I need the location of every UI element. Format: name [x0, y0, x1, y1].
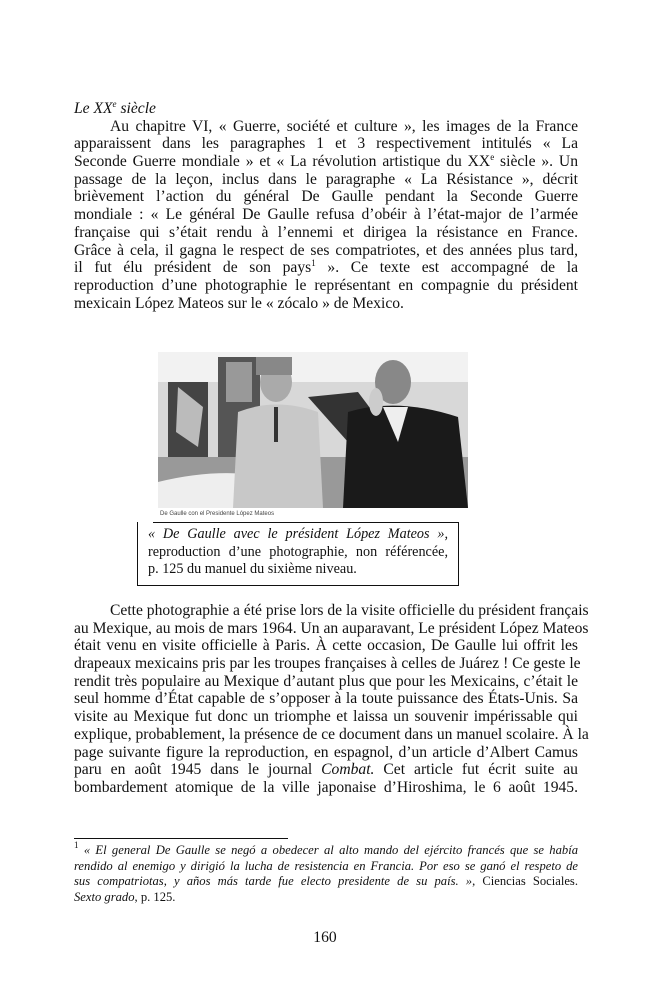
- text-line: page suivante figure la reproduction, en espagnol, d’un article d’Albert Camus: [74, 743, 578, 761]
- text-line: rendit très populaire au Mexique d’autant plus que pour les Mexicains, c’était le: [74, 672, 578, 690]
- text-line: rendido al enemigo y dirigió la lucha de resistencia en Francia. Por eso se ganó el respeto de: [74, 858, 578, 873]
- text-line: sus compatriotas, y años más tarde fue electo presidente de su país. », Ciencias Sociales.: [74, 874, 578, 888]
- text-line: drapeaux mexicains pris par les troupes françaises à celles de Juárez ! Ce geste le: [74, 655, 581, 673]
- text-line: française qui s’était rendu à l’ennemi et dirigea la résistance en France.: [74, 223, 578, 241]
- text-line: apparaissent dans les paragraphes 1 et 3 respectivement intitulés « La: [74, 135, 578, 153]
- photo-original-caption: De Gaulle con el Presidente López Mateos: [160, 511, 275, 517]
- caption-line: p. 125 du manuel du sixième niveau.: [148, 561, 357, 577]
- text-line: visite au Mexique fut donc un triomphe et laissa un souvenir impérissable qui: [74, 708, 578, 726]
- text-line: reproduction d’une photographie le représentant en compagnie du président: [74, 276, 578, 294]
- text-line: au Mexique, au mois de mars 1964. Un an auparavant, Le président López Mateos: [74, 619, 589, 637]
- footnote-ref: 1: [311, 258, 316, 269]
- text-line: mexicain López Mateos sur le « zócalo » de Mexico.: [74, 294, 404, 312]
- text-line: $^1$ « El general De Gaulle se negó a obedecer al alto mando del ejército francés que se había: [74, 840, 578, 857]
- page-number: 160: [313, 929, 337, 946]
- text-line: bombardement atomique de la ville japonaise d’Hiroshima, le 6 août 1945.: [74, 778, 578, 796]
- text-line: Sexto grado, p. 125.: [74, 889, 176, 904]
- text-line: Au chapitre VI, « Guerre, société et culture », les images de la France: [110, 117, 578, 135]
- figure-caption: [137, 522, 459, 586]
- text-line: Cette photographie a été prise lors de la visite officielle du président français: [110, 602, 589, 619]
- text-line: il fut élu président de son pays$^1$ ». Ce texte est accompagné de la: [74, 258, 578, 277]
- section-1: [74, 100, 578, 312]
- text-line: était venu en visite officielle à Paris. À cette occasion, De Gaulle lui offrit les: [74, 637, 578, 655]
- paragraph-1: [74, 118, 578, 313]
- text-line: passage de la leçon, inclus dans le paragraphe « La Résistance », décrit: [74, 170, 578, 188]
- section-title: Le XXe siècle: [74, 99, 156, 117]
- text-line: brièvement l’action du général De Gaulle pendant la Seconde Guerre: [74, 188, 578, 206]
- paragraph-2: [74, 602, 589, 797]
- photo-de-gaulle-lopez-mateos: [158, 352, 468, 508]
- text-line: Seconde Guerre mondiale » et « La révolution artistique du XXe siècle ». Un: [74, 152, 578, 171]
- text-line: Grâce à cela, il gagna le respect de ses compatriotes, et des années plus tard,: [74, 241, 578, 259]
- caption-title: « De Gaulle avec le président López Mateos »,: [148, 526, 448, 542]
- footnote-separator: [74, 838, 288, 839]
- text-line: mondiale : « Le général De Gaulle refusa d’obéir à l’état-major de l’armée: [74, 206, 578, 224]
- text-line: paru en août 1945 dans le journal Combat. Cet article fut écrit suite au: [74, 761, 578, 779]
- text-line: seul homme d’État capable de s’opposer à la toute puissance des États-Unis. Sa: [74, 690, 578, 708]
- text-line: explique, probablement, la présence de ce document dans un manuel scolaire. À la: [74, 725, 589, 743]
- caption-line: reproduction d’une photographie, non référencée,: [148, 543, 448, 560]
- footnote: [74, 840, 578, 905]
